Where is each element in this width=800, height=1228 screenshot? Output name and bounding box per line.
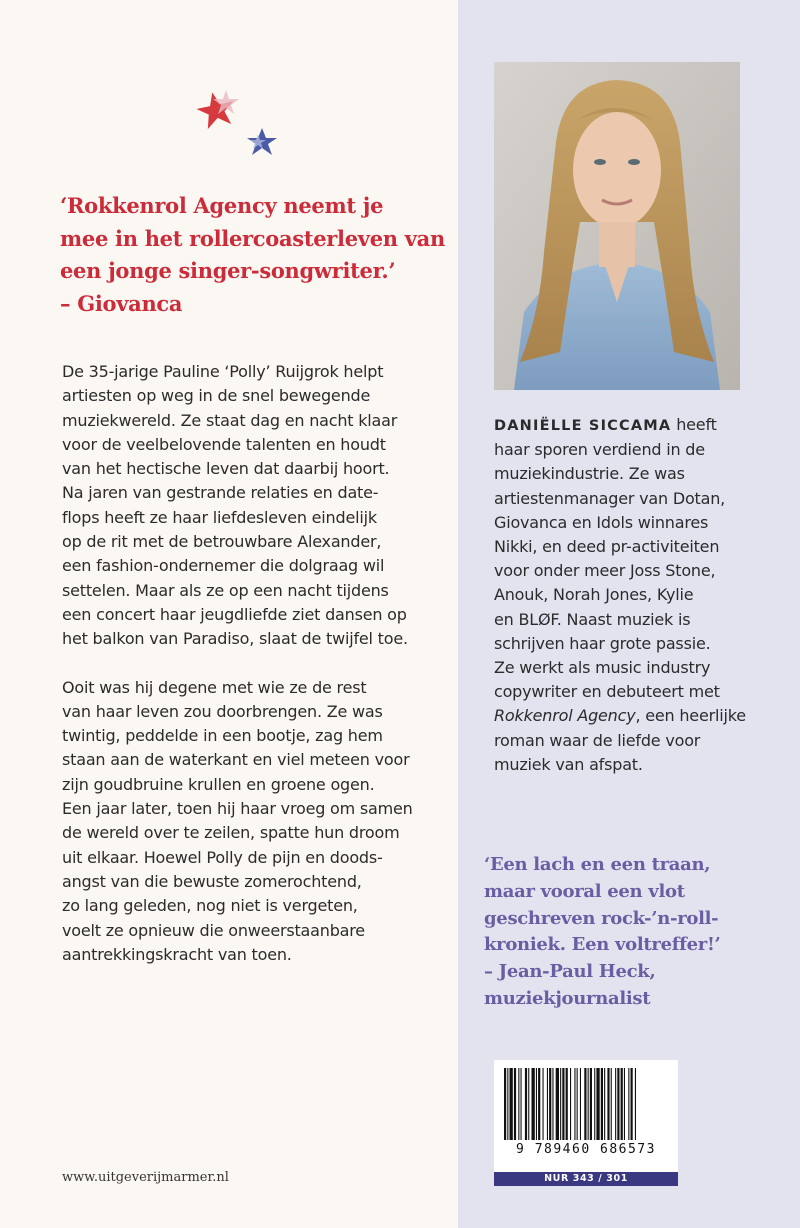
author-portrait-icon <box>494 62 740 390</box>
blurb-line: voelt ze opnieuw die onweerstaanbare <box>62 920 365 940</box>
blurb-line: flops heeft ze haar liefdesleven eindelijk <box>62 507 377 527</box>
author-bio <box>494 413 784 777</box>
bio-line: haar sporen verdiend in de <box>494 440 705 460</box>
barcode-bar <box>611 1068 612 1140</box>
quote-line: mee in het rollercoasterleven van <box>60 225 445 251</box>
blurb-line: muziekwereld. Ze staat dag en nacht klaar <box>62 410 398 430</box>
author-name: DANIËLLE SICCAMA <box>494 418 672 434</box>
quote-attribution-role: muziekjournalist <box>484 987 651 1009</box>
book-blurb <box>62 360 442 991</box>
quote-line: maar vooral een vlot <box>484 880 685 902</box>
barcode-bars-icon <box>494 1064 678 1144</box>
blurb-line: het balkon van Paradiso, slaat de twijfel toe. <box>62 629 408 649</box>
blurb-line: van het hectische leven dat daarbij hoort. <box>62 459 390 479</box>
barcode-bar <box>631 1068 633 1140</box>
quote-line: een jonge singer-songwriter.’ <box>60 258 396 283</box>
publisher-website[interactable]: www.uitgeverijmarmer.nl <box>62 1170 229 1185</box>
bio-text: , een heerlijke <box>635 706 746 726</box>
isbn-barcode <box>494 1060 678 1172</box>
quote-jean-paul-heck <box>484 852 784 1013</box>
barcode-bar <box>547 1068 548 1140</box>
quote-line: kroniek. Een voltreffer!’ <box>484 934 721 956</box>
barcode-bar <box>560 1068 561 1140</box>
blurb-line: aantrekkingskracht van toen. <box>62 944 292 964</box>
stars-icon <box>196 90 286 160</box>
blurb-line: van haar leven zou doorbrengen. Ze was <box>62 701 383 721</box>
quote-line: geschreven rock-’n-roll- <box>484 907 719 929</box>
author-photo <box>494 62 740 390</box>
barcode-bar <box>566 1068 568 1140</box>
barcode-bar <box>510 1068 513 1140</box>
barcode-bar <box>635 1068 636 1140</box>
barcode-bar <box>615 1068 616 1140</box>
barcode-bar <box>543 1068 544 1140</box>
barcode-bar <box>601 1068 603 1140</box>
barcode-bar <box>514 1068 516 1140</box>
bio-first-line <box>494 413 784 438</box>
barcode-bar <box>584 1068 586 1140</box>
barcode-bar <box>624 1068 625 1140</box>
blurb-line: Na jaren van gestrande relaties en date- <box>62 483 379 503</box>
blurb-line: uit elkaar. Hoewel Polly de pijn en doods- <box>62 847 383 867</box>
blurb-line: De 35-jarige Pauline ‘Polly’ Ruijgrok helpt <box>62 362 384 381</box>
blurb-line: twintig, peddelde in een bootje, zag hem <box>62 726 383 746</box>
barcode-bar <box>552 1068 553 1140</box>
bio-line: artiestenmanager van Dotan, <box>494 488 726 508</box>
bio-line: copywriter en debuteert met <box>494 682 720 702</box>
blurb-line: Een jaar later, toen hij haar vroeg om samen <box>62 799 413 819</box>
book-title: Rokkenrol Agency <box>494 706 636 726</box>
blurb-line: Ooit was hij degene met wie ze de rest <box>62 677 367 697</box>
blurb-line: een concert haar jeugdliefde ziet dansen op <box>62 604 407 624</box>
barcode-bar <box>617 1068 619 1140</box>
blurb-paragraph-2 <box>62 676 442 968</box>
bio-line: roman waar de liefde voor <box>494 730 701 750</box>
bio-line: voor onder meer Joss Stone, <box>494 561 716 581</box>
bio-text: heeft <box>671 415 717 434</box>
barcode-bar <box>570 1068 571 1140</box>
blurb-line: voor de veelbelovende talenten en houdt <box>62 434 386 454</box>
blurb-line: settelen. Maar als ze op een nacht tijdens <box>62 580 389 600</box>
barcode-bar <box>628 1068 629 1140</box>
bio-line: schrijven haar grote passie. <box>494 633 711 653</box>
barcode-bar <box>528 1068 529 1140</box>
blurb-line: een fashion-ondernemer die dolgraag wil <box>62 556 385 576</box>
bio-line: muziekindustrie. Ze was <box>494 464 685 484</box>
barcode-bar <box>538 1068 540 1140</box>
blurb-line: staan aan de waterkant en viel meteen voor <box>62 750 410 770</box>
blurb-line: zijn goudbruine krullen en groene ogen. <box>62 774 375 794</box>
bio-line: muziek van afspat. <box>494 754 643 774</box>
barcode-bar <box>590 1068 592 1140</box>
barcode-bar <box>525 1068 527 1140</box>
barcode-bar <box>507 1068 508 1140</box>
barcode-bar <box>556 1068 559 1140</box>
bio-title-line <box>494 704 784 728</box>
barcode-bar <box>518 1068 519 1140</box>
blurb-line: angst van die bewuste zomerochtend, <box>62 871 362 891</box>
quote-line: ‘Een lach en een traan, <box>484 854 711 875</box>
barcode-bar <box>574 1068 575 1140</box>
bio-line: Anouk, Norah Jones, Kylie <box>494 585 694 605</box>
quote-line: ‘Rokkenrol Agency neemt je <box>60 193 384 218</box>
quote-giovanca <box>60 190 450 320</box>
barcode-bar <box>607 1068 609 1140</box>
barcode-bar <box>580 1068 581 1140</box>
blurb-line: zo lang geleden, nog niet is vergeten, <box>62 896 358 916</box>
barcode-bar <box>521 1068 522 1140</box>
barcode-bar <box>588 1068 589 1140</box>
bio-line: en BLØF. Naast muziek is <box>494 609 691 629</box>
barcode-bar <box>604 1068 605 1140</box>
nur-code: NUR 343 / 301 <box>494 1172 678 1186</box>
barcode-bar <box>504 1068 506 1140</box>
barcode-bar <box>594 1068 595 1140</box>
barcode-bar <box>577 1068 578 1140</box>
blurb-line: artiesten op weg in de snel bewegende <box>62 386 371 406</box>
quote-attribution: – Jean-Paul Heck, <box>484 961 656 983</box>
barcode-bar <box>596 1068 599 1140</box>
barcode-bar <box>532 1068 535 1140</box>
barcode-bar <box>621 1068 623 1140</box>
bio-line: Nikki, en deed pr-activiteiten <box>494 537 720 557</box>
bio-line: Ze werkt als music industry <box>494 658 711 678</box>
barcode-bar <box>562 1068 564 1140</box>
blurb-paragraph-1 <box>62 360 442 652</box>
quote-attribution: – Giovanca <box>60 290 183 316</box>
blurb-line: de wereld over te zeilen, spatte hun droom <box>62 823 400 843</box>
blurb-line: op de rit met de betrouwbare Alexander, <box>62 532 382 552</box>
bio-line: Giovanca en Idols winnares <box>494 512 709 532</box>
barcode-bar <box>536 1068 537 1140</box>
isbn-digits: 9 789460 686573 <box>516 1142 656 1157</box>
barcode-bar <box>549 1068 551 1140</box>
